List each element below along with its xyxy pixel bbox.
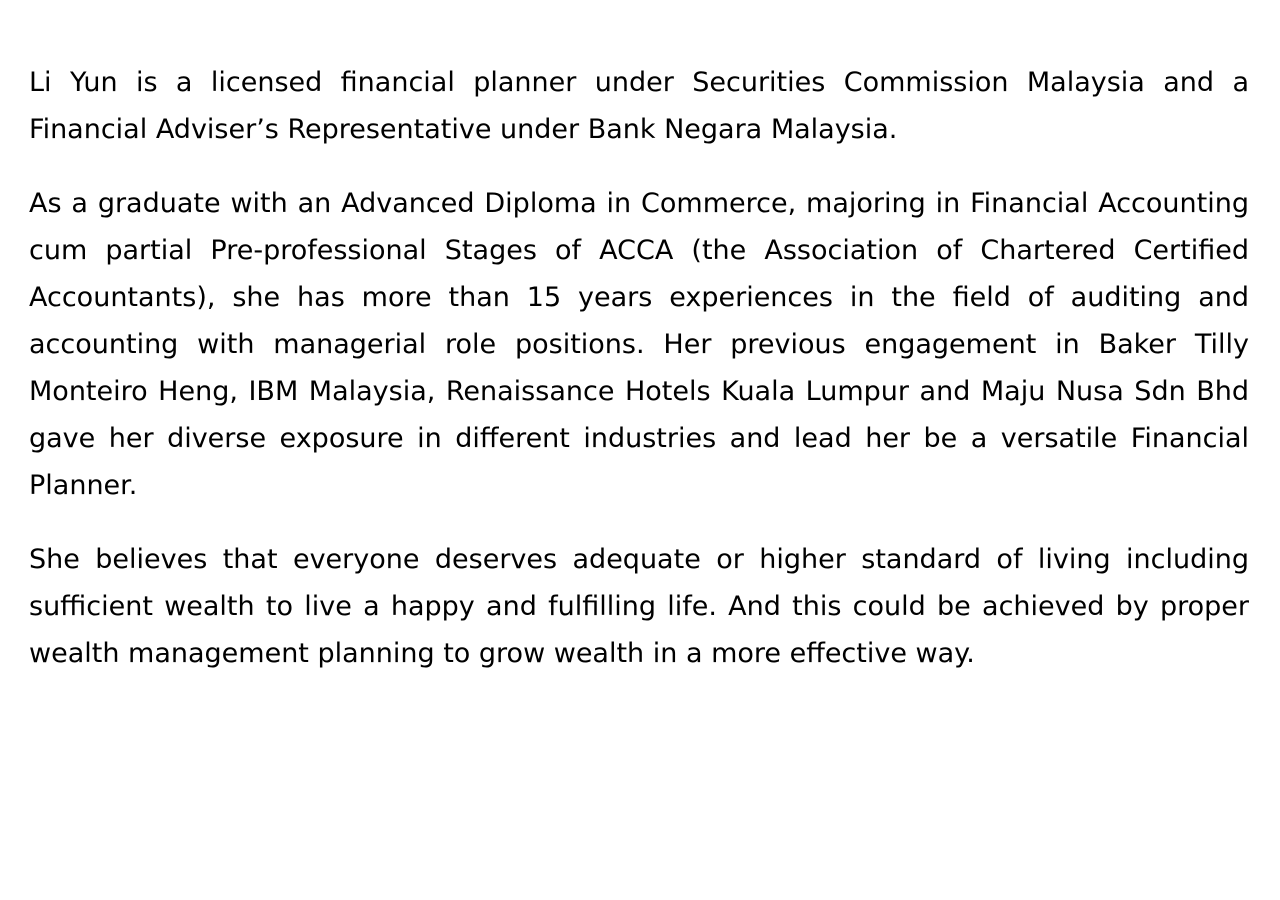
paragraph-background: As a graduate with an Advanced Diploma in Commerce, majoring in Financial Accounting cum partial Pre-professional Stages of ACCA (the Association of Chartered Certified Accountants), she has more than 15 years experiences in the field of auditing and accounting with managerial role positions. Her previous engagement in Baker Tilly Monteiro Heng, IBM Malaysia, Renaissance Hotels Kuala Lumpur and Maju Nusa Sdn Bhd gave her diverse exposure in different industries and lead her be a versatile Financial Planner.: [29, 188, 1249, 501]
paragraph-philosophy: She believes that everyone deserves adequate or higher standard of living including sufficient wealth to live a happy and fulfilling life. And this could be achieved by proper wealth management planning to grow wealth in a more effective way.: [29, 544, 1249, 669]
paragraph-credentials: Li Yun is a licensed financial planner under Securities Commission Malaysia and a Financial Adviser’s Representative under Bank Negara Malaysia.: [29, 67, 1249, 145]
